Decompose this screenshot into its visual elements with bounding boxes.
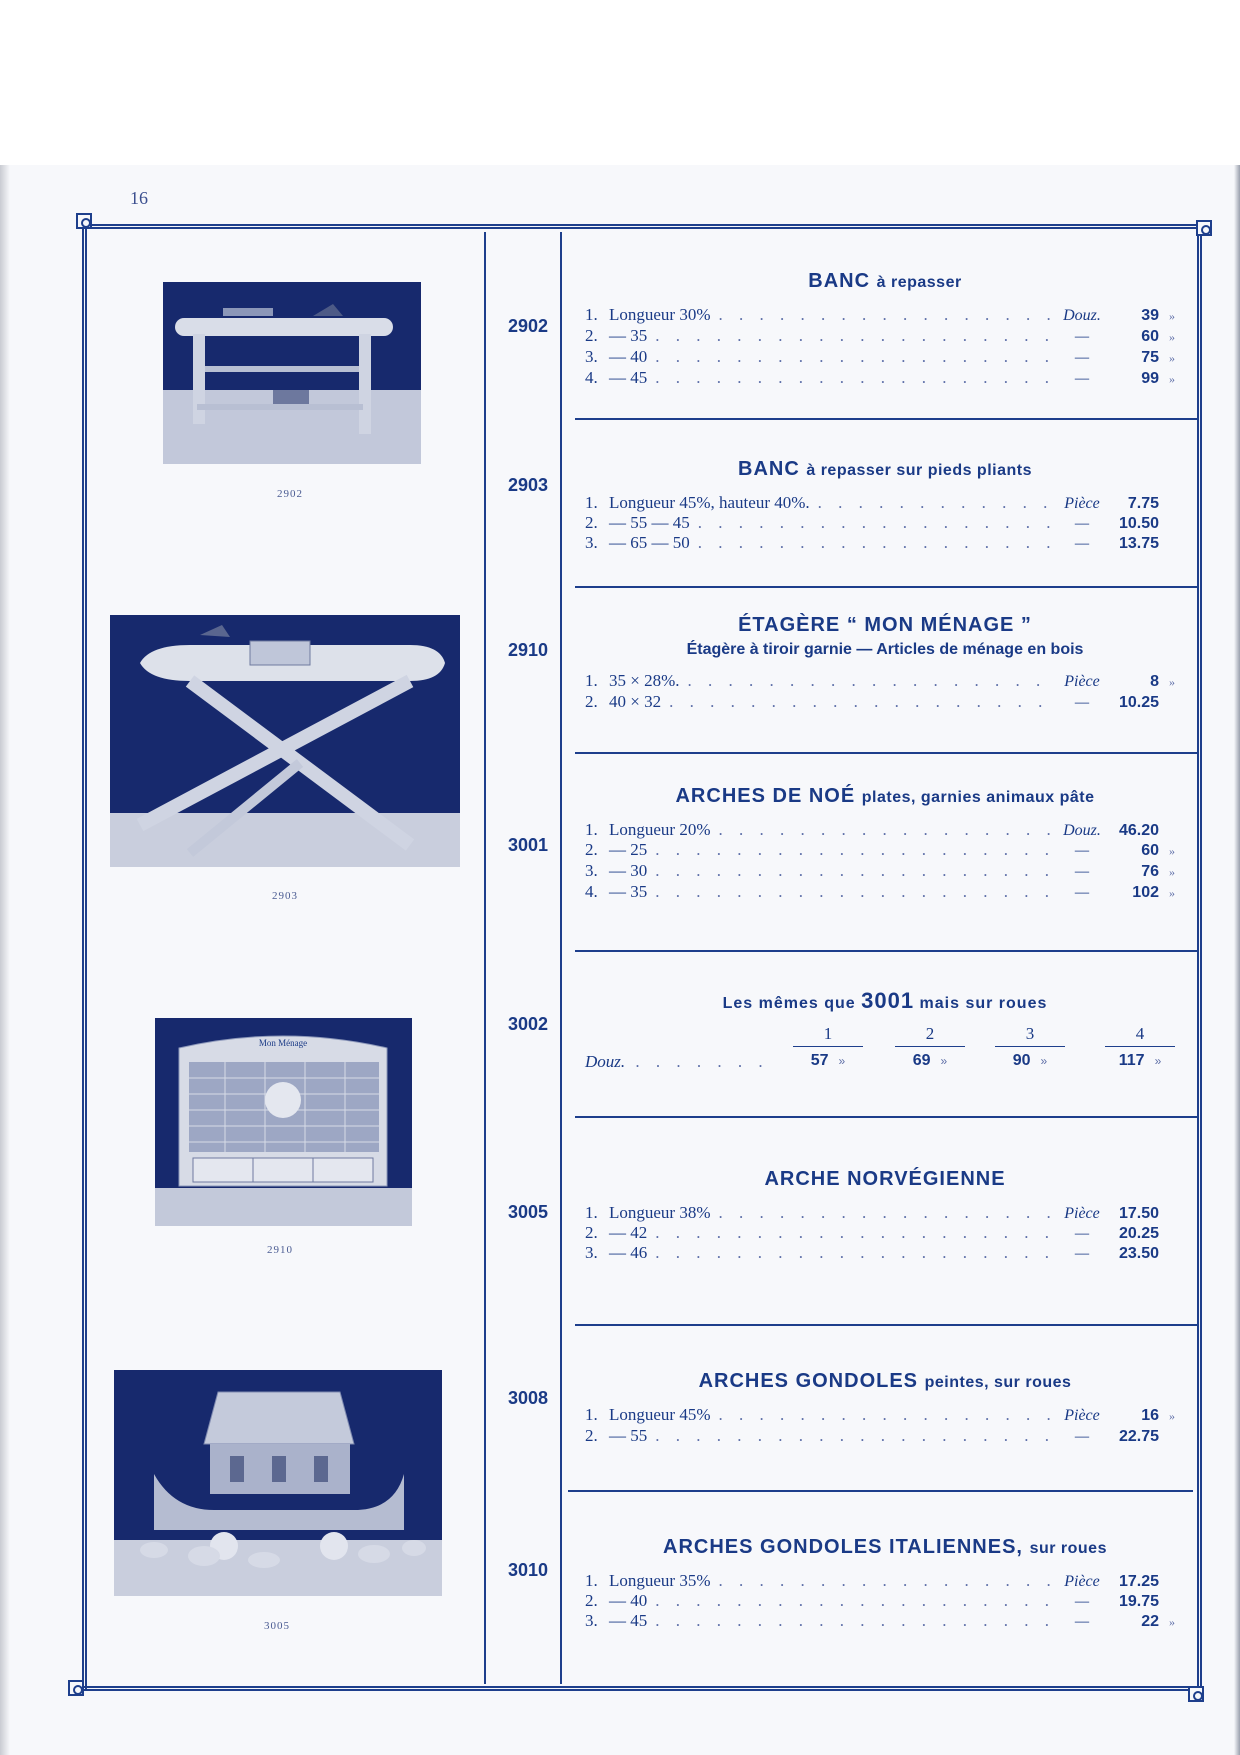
shelf-sign: Mon Ménage xyxy=(258,1038,308,1048)
price-rows xyxy=(585,1571,1185,1632)
price-row: 1. 35 × 28%. . . . Pièce 8 » xyxy=(585,671,1185,692)
item-title: ARCHES GONDOLES peintes, sur roues xyxy=(698,1370,1072,1392)
ref-number: 2903 xyxy=(507,475,549,495)
photo-caption: 3005 xyxy=(264,1620,290,1632)
price-row: 3. — 65 — 50 . . . — 13.75 xyxy=(585,533,1185,553)
price-row: 1. Longueur 30% . . . Douz. 39 » xyxy=(585,305,1185,326)
section-divider xyxy=(575,950,1197,952)
price-row: 1. Longueur 38% . . . Pièce 17.50 xyxy=(585,1203,1185,1223)
item-2902 xyxy=(585,270,1185,389)
price-row: 2. — 40 . . . — 19.75 xyxy=(585,1591,1185,1611)
size-header: 3 xyxy=(995,1024,1065,1047)
photo-2903-folding-board xyxy=(110,615,460,867)
ref-number: 3002 xyxy=(507,1014,549,1034)
item-3008 xyxy=(585,1370,1185,1446)
section-divider xyxy=(575,1324,1197,1326)
section-divider xyxy=(575,418,1197,420)
item-2903 xyxy=(585,458,1185,553)
price-row: 3. — 40 . . . — 75 » xyxy=(585,347,1185,368)
corner-ornament-icon xyxy=(76,213,92,229)
price-row: 2. — 42 . . . — 20.25 xyxy=(585,1223,1185,1243)
price-row: 1. Longueur 45%, hauteur 40%. . . . Pièce 7.75 xyxy=(585,493,1185,513)
price-row: 3. — 45 . . . — 22 » xyxy=(585,1611,1185,1632)
column-rule-photos xyxy=(484,232,486,1684)
size-price: 117 » xyxy=(1118,1052,1162,1069)
ref-number: 3001 xyxy=(507,835,549,855)
frame-right-rule xyxy=(1197,232,1202,1686)
frame-bottom-rule xyxy=(78,1686,1198,1691)
corner-ornament-icon xyxy=(68,1680,84,1696)
price-row: 1. Longueur 35% . . . Pièce 17.25 xyxy=(585,1571,1185,1591)
photo-caption: 2902 xyxy=(277,488,303,500)
ref-number: 3008 xyxy=(507,1388,549,1408)
item-3010 xyxy=(585,1536,1185,1632)
price-row: 4. — 45 . . . — 99 » xyxy=(585,368,1185,389)
section-divider xyxy=(575,752,1197,754)
section-divider xyxy=(575,1116,1197,1118)
unit-label: Douz. . . . . . . . xyxy=(585,1052,769,1071)
wheels-price-grid xyxy=(585,1024,1185,1078)
item-title: ARCHES DE NOÉ plates, garnies animaux pâte xyxy=(675,785,1095,807)
item-title: BANC à repasser xyxy=(808,270,962,292)
price-rows xyxy=(585,1203,1185,1263)
frame-top-rule xyxy=(88,224,1203,229)
corner-ornament-icon xyxy=(1188,1686,1204,1702)
photo-3005-noahs-ark xyxy=(114,1370,442,1596)
ref-number: 2910 xyxy=(507,640,549,660)
price-row: 2. — 55 — 45 . . . — 10.50 xyxy=(585,513,1185,533)
price-row: 2. — 55 . . . — 22.75 xyxy=(585,1426,1185,1446)
ref-number: 3010 xyxy=(507,1560,549,1580)
price-row: 4. — 35 . . . — 102 » xyxy=(585,882,1185,903)
item-title: ÉTAGÈRE “ MON MÉNAGE ” xyxy=(738,614,1032,636)
price-rows xyxy=(585,820,1185,903)
size-price: 69 » xyxy=(912,1052,948,1069)
photo-caption: 2910 xyxy=(267,1244,293,1256)
size-price: 57 » xyxy=(810,1052,846,1069)
ref-number: 2902 xyxy=(507,316,549,336)
item-title: ARCHES GONDOLES ITALIENNES, sur roues xyxy=(663,1536,1107,1558)
item-3002 xyxy=(585,988,1185,1078)
size-header: 4 xyxy=(1105,1024,1175,1047)
photo-2902-ironing-bench xyxy=(163,282,421,464)
page-edge-left xyxy=(0,165,10,1755)
item-3001 xyxy=(585,785,1185,903)
item-title: BANC à repasser sur pieds pliants xyxy=(738,458,1032,480)
ref-number: 3005 xyxy=(507,1202,549,1222)
price-row: 2. 40 × 32 . . . — 10.25 xyxy=(585,692,1185,712)
item-title: ARCHE NORVÉGIENNE xyxy=(764,1168,1006,1190)
price-row: 3. — 46 . . . — 23.50 xyxy=(585,1243,1185,1263)
page-number: 16 xyxy=(130,188,148,208)
corner-ornament-icon xyxy=(1196,220,1212,236)
size-header: 1 xyxy=(793,1024,863,1047)
column-rule-refs xyxy=(560,232,562,1684)
size-price: 90 » xyxy=(1012,1052,1048,1069)
price-row: 2. — 25 . . . — 60 » xyxy=(585,840,1185,861)
item-2910 xyxy=(585,614,1185,712)
item-subtitle: Étagère à tiroir garnie — Articles de ménage en bois xyxy=(686,641,1084,658)
photo-caption: 2903 xyxy=(272,890,298,902)
price-rows xyxy=(585,493,1185,553)
price-row: 3. — 30 . . . — 76 » xyxy=(585,861,1185,882)
price-row: 1. Longueur 45% . . . Pièce 16 » xyxy=(585,1405,1185,1426)
page-edge-right xyxy=(1234,165,1240,1755)
photo-2910-wall-shelf xyxy=(155,1018,412,1226)
section-divider xyxy=(575,586,1197,588)
section-divider xyxy=(568,1490,1193,1492)
price-rows xyxy=(585,1405,1185,1446)
size-header: 2 xyxy=(895,1024,965,1047)
item-title: Les mêmes que 3001 mais sur roues xyxy=(722,988,1048,1013)
price-rows xyxy=(585,305,1185,389)
price-rows xyxy=(585,671,1185,712)
item-3005 xyxy=(585,1168,1185,1263)
price-row: 2. — 35 . . . — 60 » xyxy=(585,326,1185,347)
frame-left-rule xyxy=(82,224,87,1689)
price-row: 1. Longueur 20% . . . Douz. 46.20 xyxy=(585,820,1185,840)
